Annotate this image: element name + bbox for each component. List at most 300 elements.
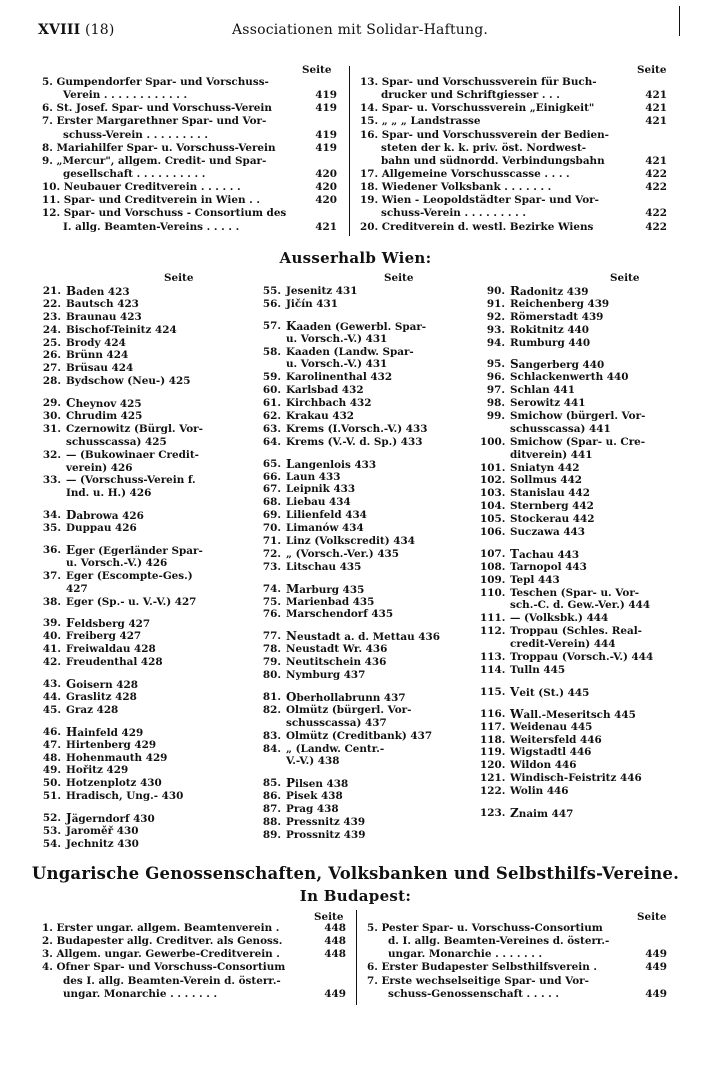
entry-text: ungar. Monarchie . . . . . . . <box>63 987 218 1000</box>
index-item <box>480 734 705 747</box>
entry-line <box>42 961 346 974</box>
item-number <box>42 557 61 570</box>
item-text <box>66 838 139 851</box>
item-text <box>510 612 608 625</box>
index-item <box>42 544 262 557</box>
index-item <box>480 651 705 664</box>
item-number: 95. <box>486 358 505 371</box>
index-item <box>262 509 482 522</box>
item-number: 100. <box>480 435 506 448</box>
item-text <box>286 358 387 371</box>
item-name: „ (Vorsch.-Ver.) 435 <box>286 547 400 560</box>
column-divider <box>349 66 350 236</box>
index-entry <box>42 181 337 194</box>
index-item <box>480 686 705 699</box>
item-text <box>286 643 387 656</box>
entry-line <box>360 155 667 168</box>
item-text <box>286 471 340 484</box>
item-name: Limanów 434 <box>286 522 364 535</box>
item-continuation: schusscassa) 437 <box>286 716 387 729</box>
index-entry <box>367 961 667 974</box>
initial-letter: W <box>510 706 524 721</box>
item-text <box>286 755 340 768</box>
index-item <box>262 777 482 790</box>
page-ref: 449 <box>324 987 346 1000</box>
seite-label-col3: Seite <box>610 272 640 284</box>
entry-line <box>367 922 667 935</box>
item-text <box>510 772 642 785</box>
item-name: Brody 424 <box>66 336 126 349</box>
index-item <box>262 346 482 359</box>
item-text <box>286 803 339 816</box>
index-item <box>42 691 262 704</box>
item-number <box>262 358 281 371</box>
item-number: 114. <box>480 663 506 676</box>
item-number: 46. <box>42 725 61 738</box>
item-text <box>66 739 156 752</box>
item-number: 40. <box>42 630 61 643</box>
item-text <box>286 743 384 756</box>
item-number: 105. <box>480 513 506 526</box>
item-number: 58. <box>262 345 281 358</box>
item-text <box>66 474 196 487</box>
item-text <box>66 462 132 475</box>
index-item <box>262 423 482 436</box>
item-number: 76. <box>262 608 281 621</box>
page-ref: 419 <box>315 89 337 102</box>
index-item <box>42 474 262 487</box>
item-name: Leipnik 433 <box>286 483 356 496</box>
entry-line <box>42 975 346 988</box>
item-continuation: sch.-C. d. Gew.-Ver.) 444 <box>510 599 651 612</box>
initial-letter: L <box>286 456 295 471</box>
index-item <box>42 522 262 535</box>
index-item <box>42 557 262 570</box>
group-gap <box>262 449 482 458</box>
index-item <box>262 704 482 717</box>
index-item <box>262 285 482 298</box>
item-name: Hořitz 429 <box>66 764 129 777</box>
index-item <box>480 772 705 785</box>
item-number: 78. <box>262 643 281 656</box>
item-number: 27. <box>42 362 61 375</box>
index-entry <box>367 975 667 1001</box>
item-name: Neutitschein 436 <box>286 656 387 669</box>
item-name: Weidenau 445 <box>510 720 593 733</box>
item-name: Litschau 435 <box>286 560 362 573</box>
index-entry <box>42 948 346 961</box>
item-text <box>286 790 343 803</box>
item-name: Lilienfeld 434 <box>286 509 367 522</box>
item-number: 90. <box>486 285 505 297</box>
wien-right-list <box>360 76 667 234</box>
item-number <box>42 436 61 449</box>
page-ref: 449 <box>645 961 667 974</box>
item-name: Kaaden (Landw. Spar- <box>286 345 414 358</box>
item-text <box>286 320 426 333</box>
entry-text: schuss-Verein . . . . . . . . . <box>63 128 208 141</box>
initial-letter: Z <box>510 805 519 820</box>
item-number: 30. <box>42 410 61 423</box>
index-item <box>480 474 705 487</box>
item-text <box>286 730 432 743</box>
index-item <box>480 449 705 462</box>
entry-text: ungar. Monarchie . . . . . . . <box>388 948 543 961</box>
index-item <box>262 656 482 669</box>
item-number: 71. <box>262 535 281 548</box>
item-continuation: schusscassa) 425 <box>66 435 167 448</box>
item-name: eldsberg 427 <box>74 618 151 631</box>
item-number <box>262 333 281 346</box>
index-item <box>262 643 482 656</box>
item-text <box>510 759 576 772</box>
item-number: 44. <box>42 690 61 703</box>
index-item <box>480 708 705 721</box>
item-name: arburg 435 <box>299 583 365 596</box>
item-number: 38. <box>42 595 61 608</box>
item-number: 86. <box>262 790 281 803</box>
item-name: ainfeld 429 <box>77 726 144 739</box>
item-text <box>66 436 167 449</box>
index-item <box>42 583 262 596</box>
entry-text: des I. allg. Beamten-Verein d. österr.- <box>63 974 281 987</box>
item-continuation: u. Vorsch.-V.) 426 <box>66 556 168 569</box>
item-number: 25. <box>42 336 61 349</box>
index-item <box>480 337 705 350</box>
item-name: Jechnitz 430 <box>66 837 139 850</box>
item-number: 35. <box>42 522 61 535</box>
item-number: 77. <box>262 630 281 643</box>
item-number: 94. <box>486 336 505 349</box>
item-number <box>480 638 505 651</box>
initial-letter: V <box>510 684 520 699</box>
initial-letter: M <box>286 581 300 596</box>
item-name: Liebau 434 <box>286 496 351 509</box>
item-number <box>480 423 505 436</box>
item-name: — (Volksbk.) 444 <box>510 612 609 625</box>
page-roman-number: XVIII <box>38 22 81 38</box>
item-text <box>510 587 639 600</box>
group-gap <box>42 608 262 617</box>
item-text <box>510 574 560 587</box>
item-name: Duppau 426 <box>66 522 137 535</box>
index-item <box>42 678 262 691</box>
item-number: 91. <box>486 297 505 310</box>
item-number: 92. <box>486 310 505 323</box>
entry-line <box>367 948 667 961</box>
index-entry <box>360 181 667 194</box>
item-name: Jičín 431 <box>286 297 338 310</box>
item-number: 36. <box>42 544 61 557</box>
item-number: 81. <box>262 690 281 703</box>
item-number <box>262 717 281 730</box>
budapest-right-list <box>367 922 667 1001</box>
item-text <box>510 298 609 311</box>
item-number: 101. <box>480 461 506 474</box>
item-text <box>510 785 569 798</box>
entry-text: 14. Spar- u. Vorschussverein „Einigkeit" <box>360 102 595 115</box>
item-number: 42. <box>42 656 61 669</box>
page-ref: 449 <box>645 948 667 961</box>
item-name: Krems (I.Vorsch.-V.) 433 <box>286 422 428 435</box>
index-entry <box>42 935 346 948</box>
page-ref: 421 <box>315 220 337 233</box>
item-name: Suczawa 443 <box>510 526 586 539</box>
item-name: Serowitz 441 <box>510 397 586 410</box>
initial-letter: P <box>286 776 296 791</box>
entry-text: steten der k. k. priv. öst. Nordwest- <box>381 141 587 154</box>
item-name: Eger (Sp.- u. V.-V.) 427 <box>66 595 197 608</box>
entry-text: 5. Pester Spar- u. Vorschuss-Consortium <box>367 922 603 934</box>
item-text <box>66 691 137 704</box>
item-number: 37. <box>42 569 61 582</box>
item-name: Graz 428 <box>66 703 119 716</box>
index-item <box>262 583 482 596</box>
item-text <box>66 596 196 609</box>
item-number: 47. <box>42 738 61 751</box>
index-item <box>42 397 262 410</box>
entry-text: schuss-Genossenschaft . . . . . <box>388 987 560 1000</box>
index-item <box>262 803 482 816</box>
index-entry <box>42 102 337 115</box>
item-text <box>510 337 590 350</box>
item-number: 104. <box>480 500 506 513</box>
item-name: Hotzenplotz 430 <box>66 777 162 790</box>
initial-letter: R <box>510 284 520 298</box>
entry-line <box>42 948 346 961</box>
index-item <box>480 513 705 526</box>
item-text <box>510 526 585 539</box>
item-number: 59. <box>262 371 281 384</box>
seite-label-wien-left: Seite <box>302 64 332 76</box>
item-number: 110. <box>480 586 506 599</box>
entry-line <box>42 935 346 948</box>
index-item <box>480 371 705 384</box>
item-text <box>286 669 365 682</box>
item-number: 122. <box>480 785 506 798</box>
index-entry <box>42 207 337 233</box>
item-text <box>286 410 354 423</box>
item-text <box>286 298 338 311</box>
item-text <box>66 777 162 790</box>
index-item <box>480 423 705 436</box>
index-item <box>480 298 705 311</box>
index-item <box>480 410 705 423</box>
item-name: Freiwaldau 428 <box>66 643 156 656</box>
item-number: 106. <box>480 526 506 539</box>
index-entry <box>360 102 667 115</box>
item-number: 119. <box>480 746 506 759</box>
index-item <box>262 436 482 449</box>
entry-text: d. I. allg. Beamten-Vereines d. österr.- <box>388 935 610 948</box>
item-text <box>510 449 592 462</box>
item-text <box>66 643 156 656</box>
item-name: adonitz 439 <box>519 286 589 298</box>
item-text <box>510 500 594 513</box>
item-number: 57. <box>262 319 281 332</box>
item-number: 32. <box>42 448 61 461</box>
entry-text: 11. Spar- und Creditverein in Wien . . <box>42 194 261 207</box>
item-text <box>510 513 594 526</box>
index-item <box>480 548 705 561</box>
item-number: 75. <box>262 595 281 608</box>
item-name: Krems (V.-V. d. Sp.) 433 <box>286 435 423 448</box>
entry-line <box>42 115 337 128</box>
index-item <box>262 384 482 397</box>
item-text <box>510 410 645 423</box>
item-text <box>66 656 163 669</box>
item-name: Wolin 446 <box>510 785 569 798</box>
initial-letter: D <box>66 508 77 523</box>
entry-line <box>42 155 337 168</box>
initial-letter: J <box>66 811 72 826</box>
item-continuation: Ind. u. H.) 426 <box>66 487 152 500</box>
entry-text: schuss-Verein . . . . . . . . . <box>381 207 526 220</box>
index-item <box>42 656 262 669</box>
item-text <box>286 458 376 471</box>
item-number: 63. <box>262 422 281 435</box>
item-text <box>66 678 138 691</box>
index-item <box>480 311 705 324</box>
item-number: 93. <box>486 323 505 336</box>
item-number: 117. <box>480 720 506 733</box>
item-text <box>510 285 588 298</box>
item-name: Prossnitz 439 <box>286 828 366 841</box>
index-item <box>480 384 705 397</box>
index-item <box>262 320 482 333</box>
item-name: heynov 425 <box>75 398 142 411</box>
item-text <box>510 436 645 449</box>
index-entry <box>42 115 337 141</box>
item-number: 82. <box>262 703 281 716</box>
seite-label-bp-right: Seite <box>637 911 667 923</box>
page-ref: 420 <box>315 167 337 180</box>
item-name: — (Bukowinaer Credit- <box>66 448 199 461</box>
item-number: 45. <box>42 703 61 716</box>
page-ref: 419 <box>315 102 337 115</box>
item-text <box>286 522 364 535</box>
item-name: abrowa 426 <box>76 510 144 523</box>
page-ref: 419 <box>315 128 337 141</box>
item-text <box>510 358 604 371</box>
item-text <box>286 596 374 609</box>
entry-text: 13. Spar- und Vorschussverein für Buch- <box>360 76 597 88</box>
item-text <box>66 825 138 838</box>
item-number: 21. <box>42 285 61 297</box>
item-name: Karlsbad 432 <box>286 384 364 397</box>
index-entry <box>360 115 667 128</box>
item-name: Wigstadtl 446 <box>510 746 592 759</box>
item-number: 79. <box>262 656 281 669</box>
item-number: 64. <box>262 435 281 448</box>
entry-line <box>367 935 667 948</box>
entry-text: I. allg. Beamten-Vereins . . . . . <box>63 220 240 233</box>
item-name: angenlois 433 <box>294 458 377 471</box>
item-text <box>510 311 603 324</box>
item-text <box>66 449 199 462</box>
item-number: 66. <box>262 470 281 483</box>
item-name: ägerndorf 430 <box>71 813 155 826</box>
item-text <box>66 509 144 522</box>
entry-text: 8. Mariahilfer Spar- u. Vorschuss-Verein <box>42 141 276 154</box>
ungar-heading: Ungarische Genossenschaften, Volksbanken und Selbsthilfs-Vereine. <box>31 864 680 883</box>
index-item <box>262 630 482 643</box>
entry-text: 16. Spar- und Vorschussverein der Bedien- <box>360 128 609 141</box>
entry-line <box>360 115 667 128</box>
entry-line <box>42 988 346 1001</box>
index-item <box>42 509 262 522</box>
item-number: 34. <box>42 509 61 522</box>
item-text <box>66 298 139 311</box>
item-name: Prag 438 <box>286 803 339 816</box>
item-name: eit (St.) 445 <box>519 686 590 699</box>
item-name: Hirtenberg 429 <box>66 738 157 751</box>
item-name: ilsen 438 <box>295 778 349 791</box>
initial-letter: H <box>66 724 78 739</box>
page-ref: 419 <box>315 141 337 154</box>
item-name: Jesenitz 431 <box>286 285 358 297</box>
item-number: 54. <box>42 837 61 850</box>
item-name: Brünn 424 <box>66 349 129 362</box>
page-ref: 449 <box>645 987 667 1000</box>
item-number: 98. <box>486 397 505 410</box>
entry-line <box>360 221 667 234</box>
page-ref: 422 <box>645 167 667 180</box>
index-item <box>480 436 705 449</box>
ausserhalb-col3 <box>480 285 705 820</box>
item-text <box>286 509 367 522</box>
item-name: Tarnopol 443 <box>510 560 587 573</box>
item-name: Troppau (Schles. Real- <box>510 625 642 638</box>
page-number: (18) <box>85 22 115 38</box>
item-number: 74. <box>262 582 281 595</box>
item-text <box>510 599 650 612</box>
item-name: Stockerau 442 <box>510 513 595 526</box>
item-number: 99. <box>486 410 505 423</box>
entry-text: drucker und Schriftgiesser . . . <box>381 89 560 102</box>
item-text <box>66 557 167 570</box>
index-item <box>480 759 705 772</box>
entry-line <box>360 181 667 194</box>
entry-line <box>42 102 337 115</box>
margin-rule <box>679 6 680 36</box>
item-text <box>286 346 414 359</box>
item-name: Karolinenthal 432 <box>286 371 393 384</box>
item-name: Czernowitz (Bürgl. Vor- <box>66 422 203 435</box>
item-text <box>66 764 128 777</box>
page-ref: 422 <box>645 207 667 220</box>
item-name: Neustadt Wr. 436 <box>286 643 388 656</box>
item-text <box>66 583 88 596</box>
index-item <box>480 397 705 410</box>
item-text <box>286 704 411 717</box>
index-item <box>42 617 262 630</box>
item-number: 85. <box>262 777 281 790</box>
index-entry <box>367 922 667 961</box>
item-text <box>286 483 355 496</box>
budapest-heading: In Budapest: <box>299 887 412 905</box>
item-number: 29. <box>42 397 61 410</box>
item-name: Marienbad 435 <box>286 595 375 608</box>
index-item <box>42 812 262 825</box>
item-number: 39. <box>42 617 61 630</box>
item-name: Linz (Volkscredit) 434 <box>286 535 415 548</box>
index-item <box>480 721 705 734</box>
index-item <box>480 285 705 298</box>
entry-line <box>360 89 667 102</box>
entry-text: 7. Erste wechselseitige Spar- und Vor- <box>367 974 589 987</box>
item-number: 115. <box>480 685 506 698</box>
